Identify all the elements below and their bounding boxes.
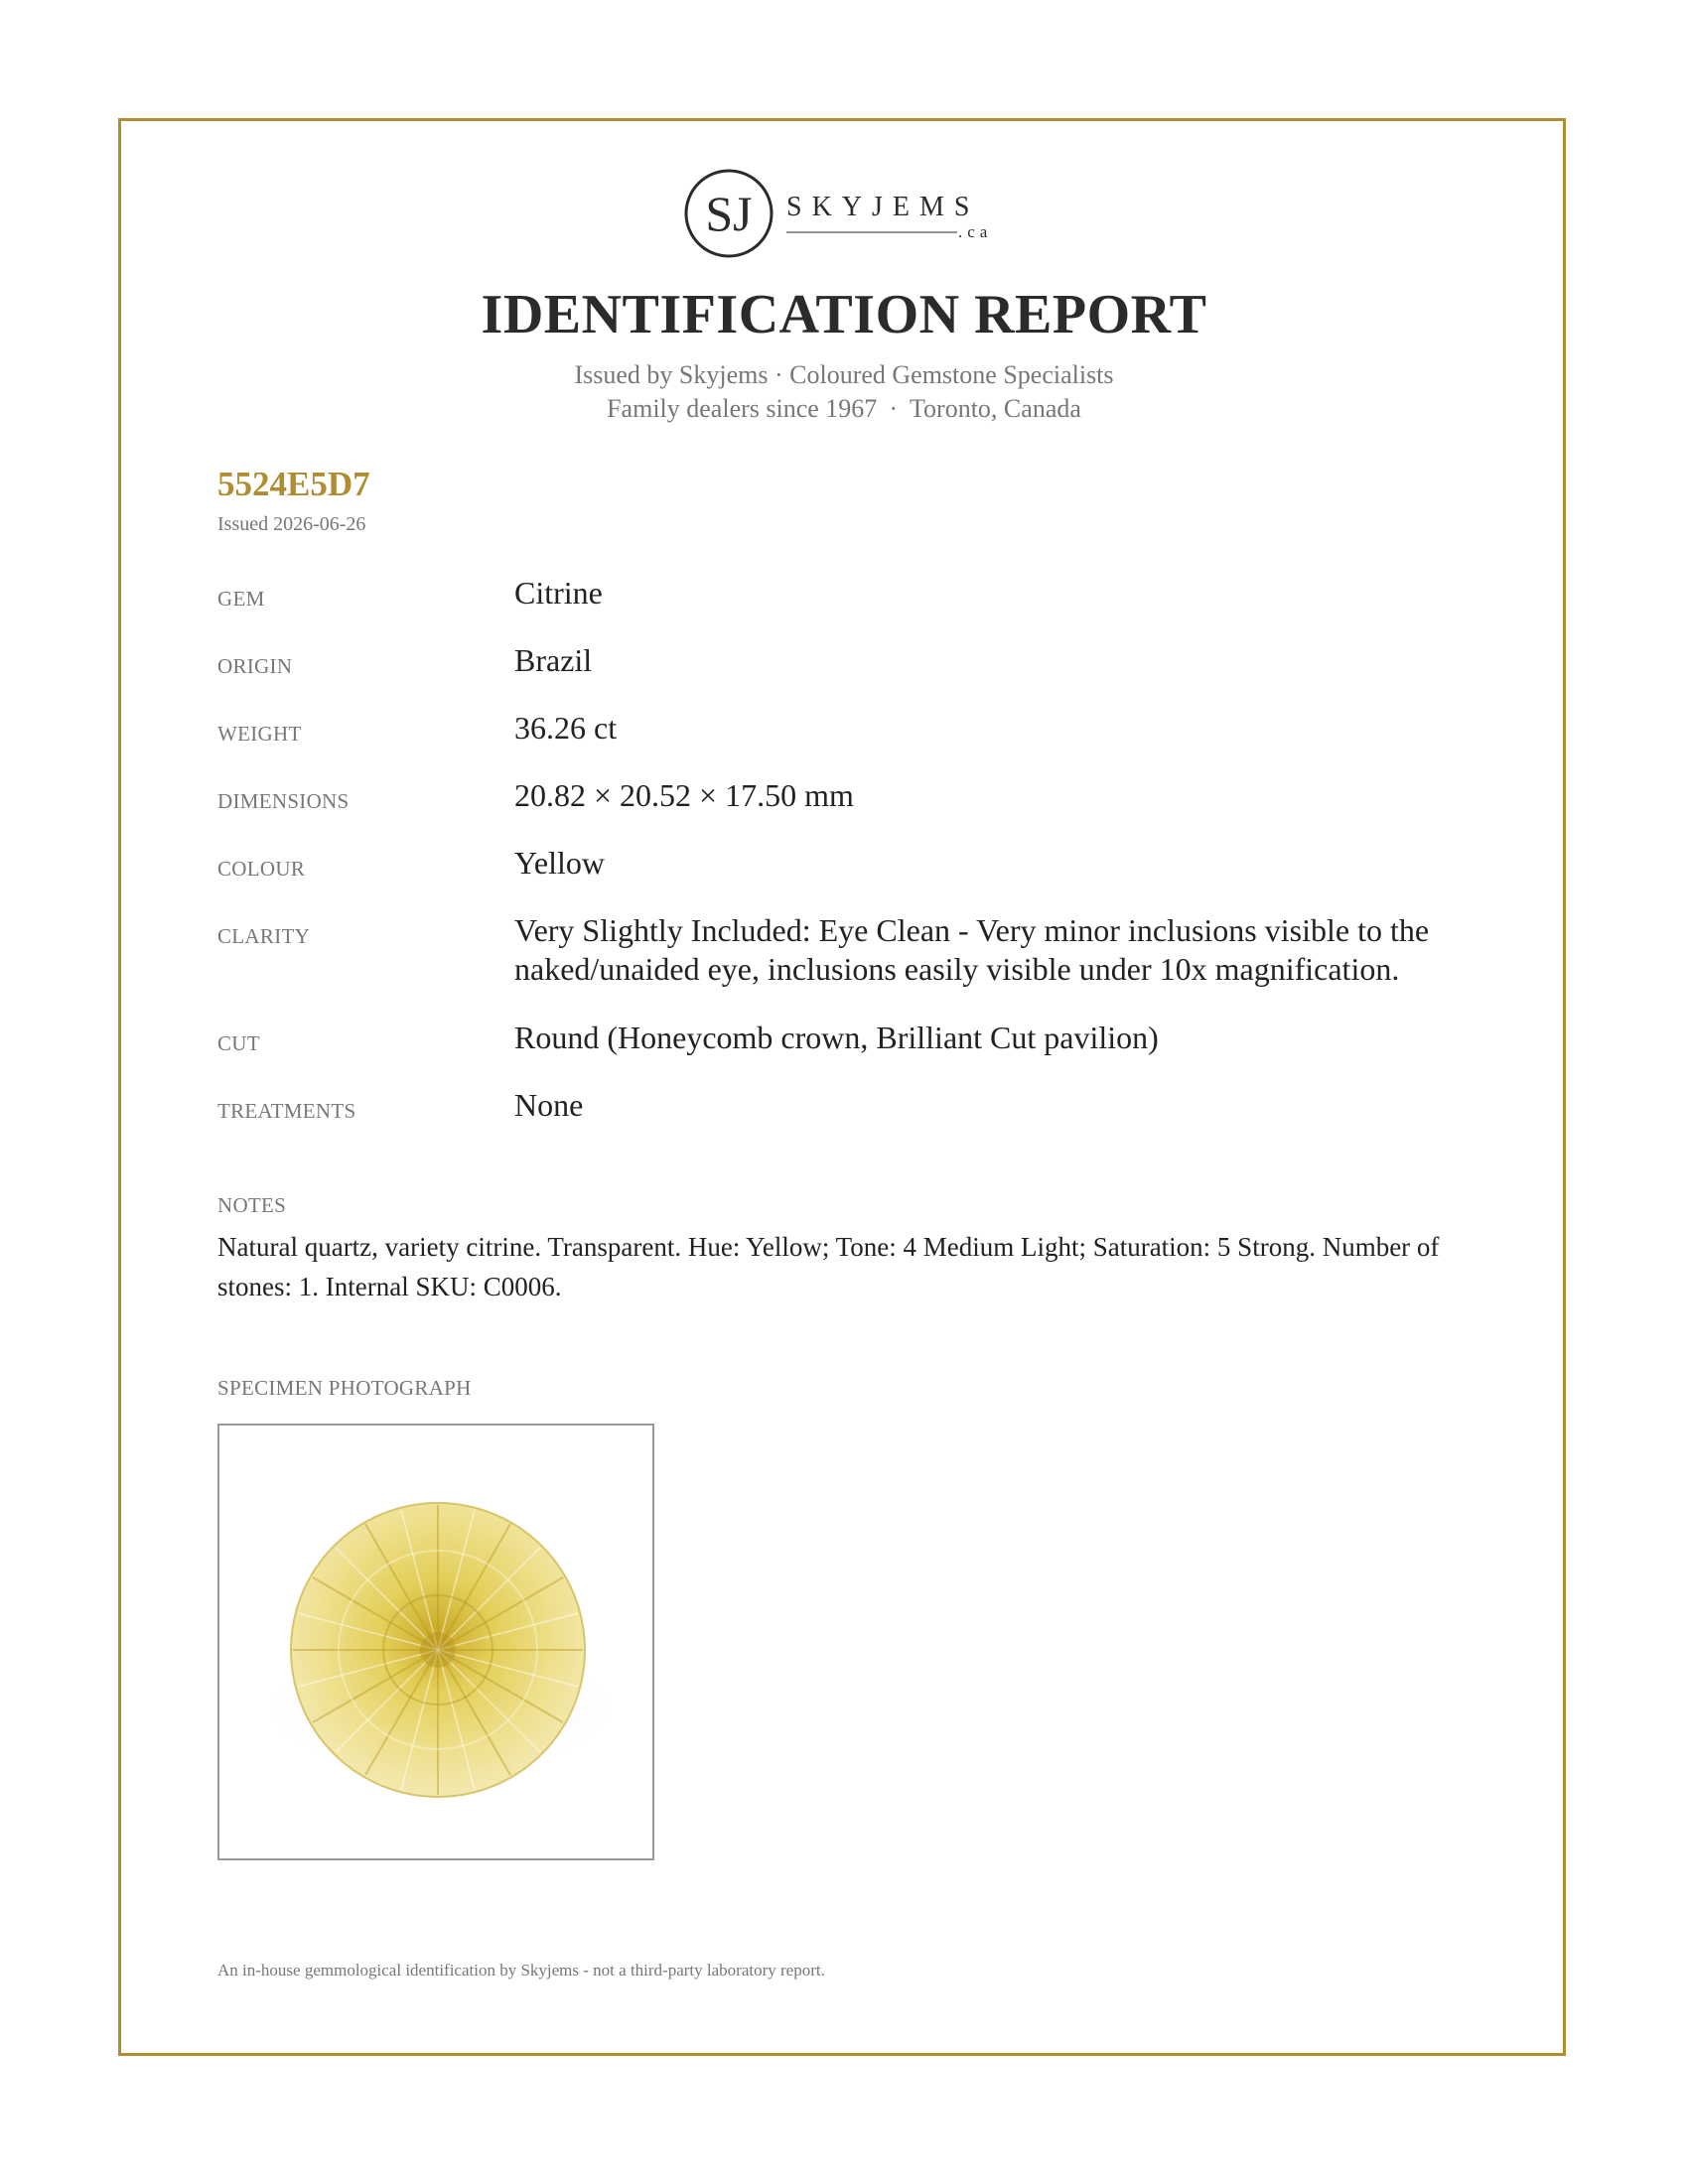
- colour-label: COLOUR: [217, 857, 306, 881]
- notes-label: NOTES: [217, 1193, 287, 1217]
- treatments-label: TREATMENTS: [217, 1099, 356, 1123]
- since-text: Family dealers since 1967: [607, 394, 878, 423]
- gem-label: GEM: [217, 587, 265, 611]
- dimensions-label: DIMENSIONS: [217, 789, 350, 813]
- weight-value: 36.26 ct: [514, 710, 618, 746]
- dealer-line: [0, 394, 1688, 424]
- location-text: Toronto, Canada: [909, 394, 1081, 423]
- report-title: IDENTIFICATION REPORT: [481, 284, 1207, 345]
- dimensions-value: 20.82 × 20.52 × 17.50 mm: [514, 777, 854, 813]
- specimen-photograph: [217, 1424, 654, 1860]
- clarity-value: Very Slightly Included: Eye Clean - Very minor inclusions visible to the naked/unaided eye, inclusions easily visible under 10x magnification.: [514, 912, 1430, 987]
- clarity-label: CLARITY: [217, 924, 311, 948]
- skyjems-logo: [684, 164, 1012, 263]
- cut-value: Round (Honeycomb crown, Brilliant Cut pavilion): [514, 1020, 1159, 1055]
- photo-label: SPECIMEN PHOTOGRAPH: [217, 1376, 472, 1400]
- logo-monogram: SJ: [705, 186, 753, 241]
- origin-label: ORIGIN: [217, 654, 293, 678]
- separator: ·: [889, 394, 898, 423]
- footer-disclaimer: An in-house gemmological identification by Skyjems - not a third-party laboratory report.: [217, 1961, 825, 1979]
- weight-label: WEIGHT: [217, 722, 302, 746]
- logo-domain: .ca: [958, 222, 993, 241]
- gem-value: Citrine: [514, 575, 603, 611]
- colour-value: Yellow: [514, 845, 605, 881]
- report-id: 5524E5D7: [217, 465, 370, 503]
- treatments-value: None: [514, 1087, 584, 1123]
- origin-value: Brazil: [514, 642, 593, 678]
- issued-date: Issued 2026-06-26: [217, 513, 366, 535]
- cut-label: CUT: [217, 1031, 260, 1055]
- notes-text: Natural quartz, variety citrine. Transparent. Hue: Yellow; Tone: 4 Medium Light; Saturation: 5 Strong. Number of stones: 1. Internal SKU: C0006.: [217, 1232, 1440, 1301]
- issuer-line: Issued by Skyjems · Coloured Gemstone Specialists: [574, 360, 1114, 389]
- logo-wordmark: SKYJEMS: [786, 192, 980, 222]
